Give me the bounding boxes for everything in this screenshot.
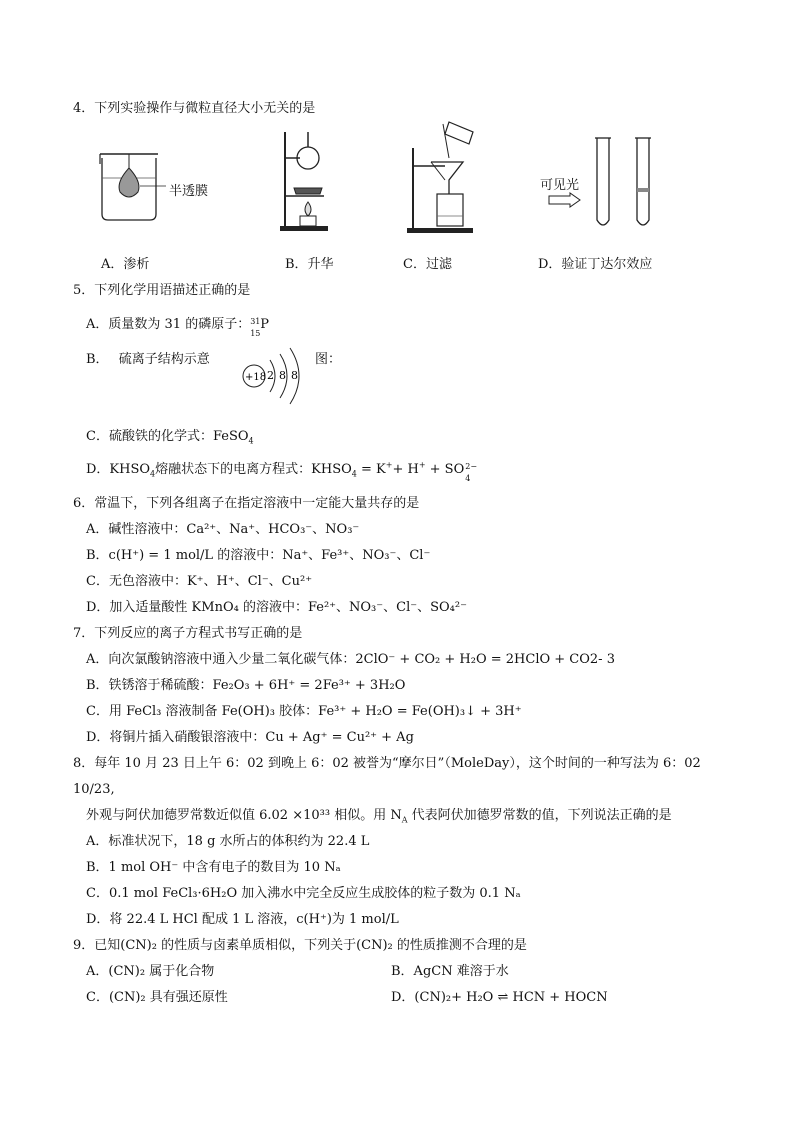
q4-stem: 4．下列实验操作与微粒直径大小无关的是 [73, 101, 316, 116]
q7-option-d: D．将铜片插入硝酸银溶液中：Cu + Ag⁺ = Cu²⁺ + Ag [86, 730, 414, 745]
q5-option-c-text: C．硫酸铁的化学式：FeSO [86, 429, 249, 444]
q5-d-sup2: + [418, 460, 426, 470]
q5-option-c-sub: 4 [248, 436, 254, 446]
q8-stem3-text: 外观与阿伏加德罗常数近似值 6.02 ×10³³ 相似。用 N [86, 808, 402, 823]
q8-stem-line3 [86, 807, 672, 825]
q5-d-part3: = K [356, 462, 386, 477]
q5-option-b-text: 硫离子结构示意 [118, 352, 210, 367]
q5-option-d [86, 460, 478, 483]
q8-option-c: C．0.1 mol FeCl₃·6H₂O 加入沸水中完全反应生成胶体的粒子数为 0.1 Nₐ [86, 886, 521, 901]
nucleus-charge: +18 [245, 372, 267, 383]
q5-d-sub1: 4 [150, 469, 156, 479]
q5-d-sup1: + [385, 460, 393, 470]
test-tubes-figure [593, 136, 663, 232]
q5-stem: 5．下列化学用语描述正确的是 [73, 283, 251, 298]
q5-d-part5: + SO [425, 462, 465, 477]
q8-option-b: B．1 mol OH⁻ 中含有电子的数目为 10 Nₐ [86, 860, 341, 875]
q4-option-a: A．渗析 [101, 257, 150, 272]
mass-number: 31 [250, 316, 261, 326]
filtration-apparatus-figure [405, 118, 485, 236]
membrane-label: 半透膜 [169, 184, 209, 199]
q8-stem-line2: 10/23, [73, 782, 115, 797]
q5-d-sup3: 2− [465, 461, 478, 471]
q5-d-part4: + H [392, 462, 419, 477]
q9-option-a: A．(CN)₂ 属于化合物 [86, 964, 215, 979]
q6-option-c: C．无色溶液中：K⁺、H⁺、Cl⁻、Cu²⁺ [86, 574, 313, 589]
q5-option-b-suffix: 图： [315, 352, 342, 367]
q6-option-b: B．c(H⁺) = 1 mol/L 的溶液中：Na⁺、Fe³⁺、NO₃⁻、Cl⁻ [86, 548, 431, 563]
q9-option-b: B．AgCN 难溶于水 [391, 964, 509, 979]
sulfate-charge [464, 461, 478, 483]
q6-stem: 6．常温下，下列各组离子在指定溶液中一定能大量共存的是 [73, 496, 420, 511]
q4-option-c: C．过滤 [403, 257, 452, 272]
q7-option-c: C．用 FeCl₃ 溶液制备 Fe(OH)₃ 胶体：Fe³⁺ + H₂O = Fe(OH)₃↓ + 3H⁺ [86, 704, 522, 719]
element-symbol: P [260, 317, 269, 332]
q5-option-b [86, 351, 210, 369]
sulfur-ion-structure-diagram [238, 346, 318, 408]
q5-option-c [86, 428, 254, 446]
shell-1-electrons: 2 [267, 369, 274, 382]
q5-d-part2: 熔融状态下的电离方程式：KHSO [155, 462, 352, 477]
q5-d-sub2: 4 [351, 469, 357, 479]
q6-option-d: D．加入适量酸性 KMnO₄ 的溶液中：Fe²⁺、NO₃⁻、Cl⁻、SO₄²⁻ [86, 600, 467, 615]
nuclide-notation [250, 316, 261, 338]
q4-option-d: D．验证丁达尔效应 [538, 257, 653, 272]
q9-option-c: C．(CN)₂ 具有强还原性 [86, 990, 228, 1005]
q8-stem-line1: 8．每年 10 月 23 日上午 6：02 到晚上 6：02 被誉为“摩尔日”（MoleDay），这个时间的一种写法为 6：02 [73, 756, 701, 771]
q5-option-a [86, 316, 269, 338]
q9-option-d: D．(CN)₂+ H₂O ⇌ HCN + HOCN [391, 990, 608, 1005]
q7-option-a: A．向次氯酸钠溶液中通入少量二氧化碳气体：2ClO⁻ + CO₂ + H₂O = 2HClO + CO2- 3 [86, 652, 615, 667]
q7-stem: 7．下列反应的离子方程式书写正确的是 [73, 626, 303, 641]
q6-option-a: A．碱性溶液中：Ca²⁺、Na⁺、HCO₃⁻、NO₃⁻ [86, 522, 360, 537]
q8-stem3b-text: 代表阿伏加德罗常数的值，下列说法正确的是 [407, 808, 672, 823]
q9-stem: 9．已知(CN)₂ 的性质与卤素单质相似，下列关于(CN)₂ 的性质推测不合理的是 [73, 938, 527, 953]
q5-d-part1: D．KHSO [86, 462, 151, 477]
q5-d-sub3: 4 [465, 473, 471, 483]
q8-option-a: A．标准状况下，18 g 水所占的体积约为 22.4 L [86, 834, 370, 849]
atomic-number: 15 [250, 328, 261, 338]
sublimation-apparatus-figure [280, 128, 330, 233]
dialysis-apparatus-figure [96, 148, 166, 228]
shell-3-electrons: 8 [291, 369, 298, 382]
shell-2-electrons: 8 [279, 369, 286, 382]
q5-option-a-text: A．质量数为 31 的磷原子： [86, 317, 251, 332]
q4-option-b: B．升华 [285, 257, 334, 272]
q5-option-b-prefix: B． [86, 352, 109, 367]
light-arrow-icon [548, 192, 582, 208]
q8-option-d: D．将 22.4 L HCl 配成 1 L 溶液，c(H⁺)为 1 mol/L [86, 912, 399, 927]
q8-stem3-sub: A [401, 815, 408, 825]
light-label: 可见光 [540, 178, 580, 193]
q7-option-b: B．铁锈溶于稀硫酸：Fe₂O₃ + 6H⁺ = 2Fe³⁺ + 3H₂O [86, 678, 406, 693]
